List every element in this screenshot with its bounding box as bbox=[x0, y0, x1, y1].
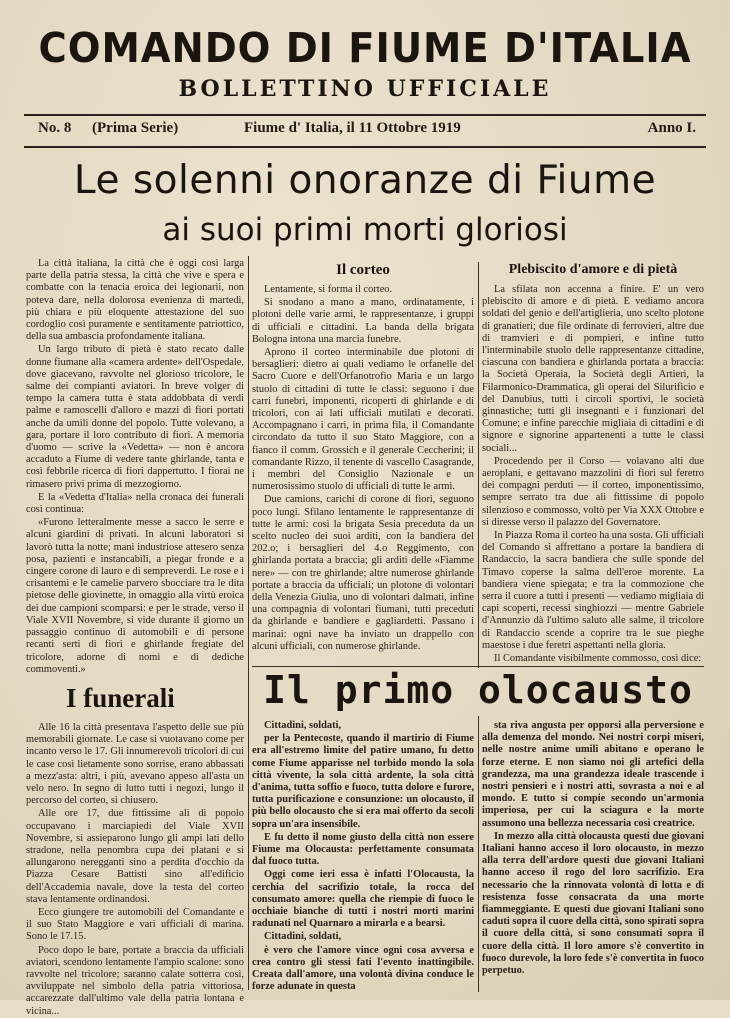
paragraph: E fu detto il nome giusto della città non essere Fiume ma Olocausta: perfettamente consumata dal fuoco tutta. bbox=[252, 831, 474, 868]
issue-series: (Prima Serie) bbox=[92, 120, 179, 136]
section-divider bbox=[252, 666, 704, 667]
main-headline: Le solenni onoranze di Fiume bbox=[73, 158, 657, 203]
paragraph: Aprono il corteo interminabile due plotoni di bersaglieri: dietro ai quali vediamo le orfanelle del Sacro Cuore e dell'Orfanotrofio Maria e un largo stuolo di cittadini di tutte le classi: seguono i due carri funebri, imponenti, ricoperti di ghirlande e di tricolori, con ai lati ufficiali mutilati e decorati. Accompagnano i carri, in prima fila, il Comandante circondato da tutto il suo Stato Maggiore, con a fianco il comm. Grossich e il generale Ceccherini; il comandante Rizzo, il tenente di vascello Casagrande, i membri del Consiglio Nazionale e un numerosissimo stuolo di ufficiali di tutte le armi. bbox=[252, 347, 474, 493]
paragraph: Alle ore 17, due fittissime ali di popolo occupavano i marciapiedi del Viale XVII Novembre, si assieparono lungo gli ampi lati dello stradone, nella penombra cupa dei platani e si allungarono neregganti sino a perdita d'occhio da Piazza Cesare Battisti sino all'edificio dell'Accademia navale, dove la testa del corteo stava lentamente ordinandosi. bbox=[26, 808, 244, 905]
article-column-corteo bbox=[252, 284, 474, 666]
paragraph: Cittadini, soldati, bbox=[264, 931, 342, 943]
bottom-rule bbox=[24, 146, 706, 148]
paragraph: Un largo tributo di pietà è stato recato dalle donne fiumane alla «camera ardente» dell'Ospedale, dove giacevano, ravvolte nel glorioso tricolore, le salme dei compianti aviatori. In breve volger di tempo la camera tutta è stata addobbata di verdi palme e ramoscelli d'alloro e mazzi di fiori portati anche da umili donne del popolo. Tutte volevano, a gara, portare il loro contributo di fiori. A memoria d'uomo — scrive la «Vedetta» — non è ancora accaduto a Fiume di vedere tante ghirlande, tanta e così febbrile ricerca di fiori dappertutto. I fiorai ne rimasero privi prima di mezzogiorno. bbox=[26, 344, 244, 490]
issue-year: Anno I. bbox=[647, 120, 696, 136]
masthead-subtitle: BOLLETTINO UFFICIALE bbox=[178, 76, 552, 102]
article-column-plebiscito bbox=[482, 284, 704, 666]
column-divider bbox=[478, 262, 479, 668]
paragraph: Lentamente, si forma il corteo. bbox=[264, 284, 393, 295]
section-heading-plebiscito: Plebiscito d'amore e di pietà bbox=[508, 262, 678, 277]
paragraph: per la Pentecoste, quando il martirio di Fiume era all'estremo limite del patire umano, fu detto come Fiume apparisse nel torbido mondo la sola città vivente, la sola città ardente, la sola città d'anima, tutta soffio e fuoco, tutta dolore e furore, tutta purificazione e consunzione: un olocausto, il più bello olocausto che si era mai offerto da secoli sopra un'ara insensibile. bbox=[252, 733, 474, 830]
article-column-olocausto-2 bbox=[482, 720, 704, 992]
paragraph: sta riva angusta per opporsi alla perversione e alla demenza del mondo. Nei nostri corpi miseri, nelle nostre anime umili abitano e operano le forze eterne. E non siamo noi gli artefici della grandezza, ma una grandezza ideale trascende i nostri pensieri e i nostri atti, sovrasta a noi e al mondo. E tutto si compie secondo un'armonia imperiosa, per cui la sciagura e la morte assumono una bellezza necessaria così creatrice. bbox=[482, 720, 704, 829]
paragraph: «Furono letteralmente messe a sacco le serre e alcuni giardini di privati. In alcuni laboratori si lavorò tutta la notte; mani industriose attesero senza posa, pazienti e instancabili, a piegar fronde e a cingere corone di lauro e di sempreverdi. Le rose e i crisantemi e le camelie parvero sbocciare tra le dita pietose delle giovinette, in omaggio alla virtù eroica dei due campioni scomparsi: e per le strade, verso il Viale XVII Novembre, si vide durante il giorno un passaggio continuo di automobili e di persone recanti serti di fiori e ghirlande fregiate del tricolore, adorne di nomi e di dediche commoventi.» bbox=[26, 517, 244, 675]
section-heading-olocausto: Il primo olocausto bbox=[263, 668, 693, 712]
paragraph: è vero che l'amore vince ogni cosa avversa e crea contro gli stessi fati l'evento inattingibile. Creata dall'amore, una volontà divina conduce le forze adunate in questa bbox=[252, 944, 474, 993]
paragraph: In Piazza Roma il corteo ha una sosta. Gli ufficiali del Comando si affrettano a portare la bandiera di Randaccio, la sacra bandiera che sulle sponde del Timavo coperse la salma dell'eroe morente. La bandiera viene spiegata; e tra la commozione che serra il cuore a tutti i presenti — vediamo migliaia di capi scoperti, recessi singhiozzi — mentre Gabriele d'Annunzio dà l'ultimo saluto alle salme, il tricolore di Randaccio scende a coprire tra le sue pieghe maestose i due feretri aspettanti nella gloria. bbox=[482, 530, 704, 651]
column-divider bbox=[248, 256, 249, 990]
paragraph: Si snodano a mano a mano, ordinatamente, i plotoni delle varie armi, le rappresentanze, i gruppi di ufficiali e cittadini. La banda della brigata Bologna intona una marcia funebre. bbox=[252, 297, 474, 345]
article-column-1 bbox=[26, 258, 244, 673]
paragraph: Oggi come ieri essa è infatti l'Olocausta, la cerchia del sacrifizio totale, la rocca del consumato amore: quella che riempie di fuoco le occhiaie bianche di tutti i nostri morti marini radunati nel Quarnaro a mirarla e a bearsi. bbox=[252, 869, 474, 930]
paragraph: Procedendo per il Corso — volavano alti due aeroplani, e gettavano mazzolini di fiori sul feretro dei compagni perduti — il corteo, imponentissimo, sempre serrato tra due ali fittissime di popolo silenzioso e commosso, voltò per Via XXX Ottobre e si diresse verso il palazzo del Governatore. bbox=[482, 455, 704, 528]
main-subheadline: ai suoi primi morti gloriosi bbox=[162, 212, 568, 248]
issue-number: No. 8 bbox=[38, 120, 72, 136]
paragraph: Poco dopo le bare, portate a braccia da ufficiali aviatori, scendono lentamente l'ampio scalone: sono ravvolte nel tricolore; saranno calate sotterra così, avviluppate nel simbolo della patria vittoriosa, accarezzate dall'ultimo vale della patria lontana e vicina... bbox=[26, 944, 244, 1017]
paragraph: Ecco giungere tre automobili del Comandante e il suo Stato Maggiore e vari ufficiali di marina. Sono le 17.15. bbox=[26, 907, 244, 943]
column-divider bbox=[478, 716, 479, 992]
section-heading-funerali: I funerali bbox=[66, 683, 175, 713]
section-heading-corteo: Il corteo bbox=[336, 262, 390, 278]
issue-info-bar bbox=[30, 120, 700, 142]
article-column-olocausto-1 bbox=[252, 720, 474, 992]
masthead-title: COMANDO DI FIUME D'ITALIA bbox=[38, 24, 692, 72]
paragraph: La città italiana, la città che è oggi così larga parte della patria stessa, la città che vive e spera e combatte con la tenacia eroica dei legionarii, non poteva dare, nella dolorosa evenienza di martedì, più chiara e più eloquente attestazione del suo cordoglio così puramente e sentitamente patriottico, della sua ambascia profondamente italiana. bbox=[26, 258, 244, 343]
paragraph: La sfilata non accenna a finire. E' un vero plebiscito di amore e di pietà. E vediamo ancora soldati del genio e dell'artiglieria, uno scelto plotone di granatieri; due file ordinate di ferrovieri, altre due di tramvieri e di pompieri, e infine tutto l'interminabile stuolo delle rappresentanze cittadine, ciascuna con bandiera e ghirlanda portata a braccia: la Società Operaia, la Società degli Artieri, la Filarmonico-Drammatica, gli operai del Silurificio e del Danubius, tutti i circoli sportivi, le società ginnastiche; tutti gli insegnanti e i funzionari del Comune; e infine parecchie migliaia di cittadini e di signore e signorine appartenenti a tutte le classi sociali... bbox=[482, 284, 704, 454]
top-rule bbox=[24, 114, 706, 116]
paragraph: Alle 16 la città presentava l'aspetto delle sue più memorabili giornate. Le case si vuotavano come per incanto verso le 17. Gli innumerevoli tricolori di cui le case così lietamente sono sorrise, erano abbassati a mezz'asta: altri, i più, avevano appeso all'asta un velo nero. In segno di lutto tutti i negozi, lungo il percorso del corteo, si chiusero. bbox=[26, 722, 244, 807]
paragraph: In mezzo alla città olocausta questi due giovani Italiani hanno acceso il loro olocausto, in mezzo alla terra dell'ardore questi due giovani Italiani hanno acceso il rogo del loro sacrifizio. Era necessario che la rinnovata volontà di lotta e di resistenza fosse consacrata da una morte fiammeggiante. E questi due giovani Italiani sono caduti sopra il cuore della città, sono spirati sopra il cuore della città, si sono consumati sopra il cuore della città. Il loro amore s'è convertito in fuoco durevole, la loro fede s'è convertita in fuoco perpetuo. bbox=[482, 830, 704, 977]
paragraph: Il Comandante visibilmente commosso, così dice: bbox=[494, 653, 702, 665]
paragraph: Cittadini, soldati, bbox=[264, 720, 342, 731]
issue-place-date: Fiume d' Italia, il 11 Ottobre 1919 bbox=[244, 120, 461, 136]
paragraph: E la «Vedetta d'Italia» nella cronaca dei funerali così continua: bbox=[26, 491, 244, 516]
article-column-funerali bbox=[26, 722, 244, 1017]
paragraph: Due camions, carichi di corone di fiori, seguono poco lungi. Sfilano lentamente le rappresentanze di tutte le armi: così la brigata Sesia preceduta da un scelto nucleo dei suoi arditi, con la bandiera del 202.o; i bersaglieri del 4.o Reggimento, con ghirlanda portata a braccia; gli arditi delle «Fiamme nere» — con tre ghirlande; altre numerose ghirlande portate a braccia da ufficiali; un plotone di volontari della Venezia Giulia, uno di volontari dalmati, infine una compagnia di volontari fiumani, tutti preceduti da ghirlande e bandiere e gagliardetti. Passano i marinai: ogni nave ha inviato un drappello con alcuni ufficiali, con numerose ghirlande. bbox=[252, 494, 474, 652]
